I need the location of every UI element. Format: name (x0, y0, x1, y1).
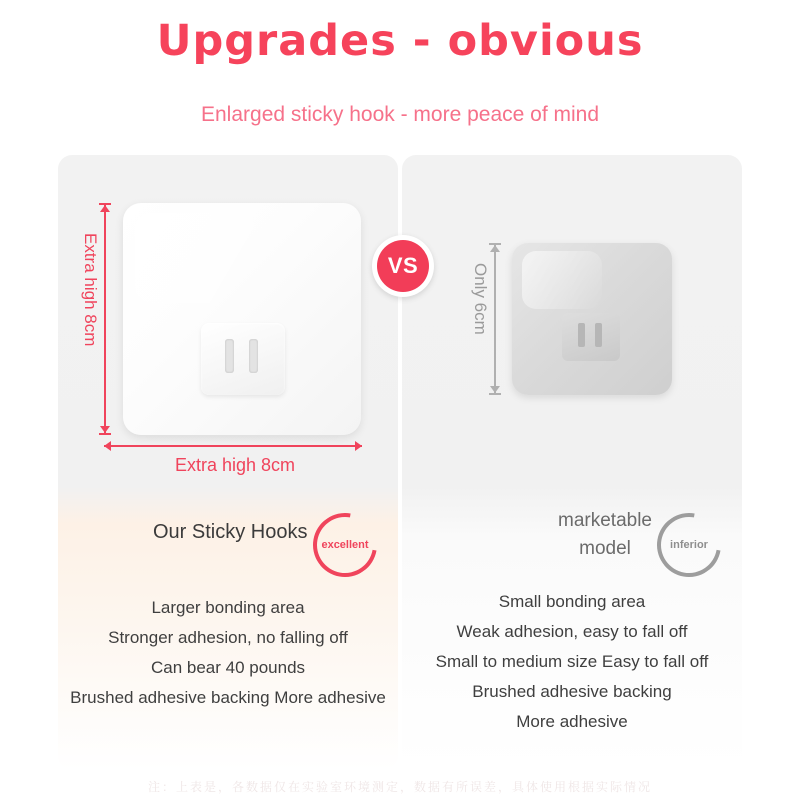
left-quality-stamp (313, 513, 377, 577)
right-brand-label-line2: model (579, 538, 631, 559)
list-item: Brushed adhesive backing More adhesive (70, 688, 386, 707)
list-item: Brushed adhesive backing (472, 682, 672, 701)
list-item: Small to medium size Easy to fall off (435, 652, 709, 671)
right-product-panel (402, 155, 742, 770)
right-brand-label-line1: marketable (558, 510, 652, 531)
our-sticky-hook-image (123, 203, 361, 435)
measure-line (494, 243, 496, 395)
left-stamp-label: excellent (321, 539, 369, 551)
measure-cap-bottom (99, 433, 111, 435)
right-feature-list (402, 587, 742, 737)
right-stamp-label: inferior (670, 539, 708, 551)
right-vertical-measure-label: Only 6cm (471, 263, 490, 335)
vs-badge-label: VS (377, 240, 429, 292)
measure-arrowhead-left (104, 441, 111, 451)
list-item: Larger bonding area (151, 598, 305, 617)
measure-arrowhead-down (490, 386, 500, 393)
list-item: Small bonding area (498, 592, 646, 611)
competitor-sticky-hook-image (512, 243, 672, 395)
hook-slot (249, 339, 258, 373)
vertical-measure-arrow (494, 243, 496, 395)
measure-arrowhead-up (100, 205, 110, 212)
left-product-panel (58, 155, 398, 770)
horizontal-measure-arrow (104, 445, 362, 447)
left-brand-label: Our Sticky Hooks (153, 521, 308, 543)
hook-slot (595, 323, 602, 347)
list-item: More adhesive (516, 712, 628, 731)
footer-disclaimer: 注：上表是，各数据仅在实验室环境测定，数据有所误差，具体使用根据实际情况 (147, 780, 652, 794)
measure-arrowhead-up (490, 245, 500, 252)
measure-cap-bottom (489, 393, 501, 395)
hook-slot (578, 323, 585, 347)
measure-arrowhead-down (100, 426, 110, 433)
measure-line (104, 203, 106, 435)
measure-line (104, 445, 362, 447)
list-item: Stronger adhesion, no falling off (108, 628, 348, 647)
right-quality-stamp (657, 513, 721, 577)
left-vertical-measure-label: Extra high 8cm (81, 233, 100, 347)
page-title: Upgrades - obvious (156, 16, 644, 66)
page-subtitle: Enlarged sticky hook - more peace of mind (200, 103, 600, 126)
hook-knob (562, 313, 620, 361)
list-item: Can bear 40 pounds (150, 658, 306, 677)
vs-badge (372, 235, 434, 297)
measure-arrowhead-right (355, 441, 362, 451)
left-feature-list (58, 593, 398, 713)
hook-knob (201, 323, 285, 395)
left-horizontal-measure-label: Extra high 8cm (174, 455, 296, 475)
vertical-measure-arrow (104, 203, 106, 435)
list-item: Weak adhesion, easy to fall off (456, 622, 688, 641)
hook-slot (225, 339, 234, 373)
